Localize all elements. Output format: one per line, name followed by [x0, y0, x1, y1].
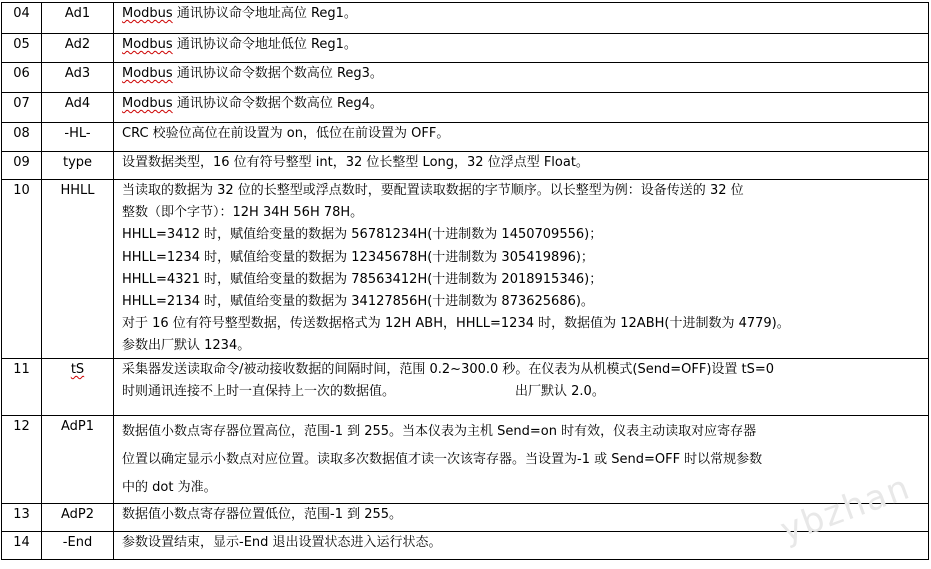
table-row: [2, 416, 929, 504]
row-number: 04: [2, 3, 42, 34]
row-number: 14: [2, 532, 42, 560]
description-line: [122, 381, 922, 403]
description-line: HHLL=1234 时，赋值给变量的数据为 12345678H(十进制数为 305419896)；: [122, 249, 594, 265]
description-line: HHLL=2134 时，赋值给变量的数据为 34127856H(十进制数为 873625686)。: [122, 294, 594, 310]
param-code: Ad3: [42, 63, 114, 93]
table-row: [2, 34, 929, 63]
row-number: 10: [2, 180, 42, 359]
table-row: [2, 180, 929, 359]
param-code: Ad4: [42, 93, 114, 123]
row-number: 11: [2, 359, 42, 416]
row-number: 08: [2, 123, 42, 152]
param-description: 参数设置结束，显示-End 退出设置状态进入运行状态。: [114, 532, 929, 560]
row-number: 12: [2, 416, 42, 504]
description-text: 通讯协议命令数据个数高位 Reg4。: [176, 96, 383, 111]
description-text: 通讯协议命令数据个数高位 Reg3。: [176, 66, 383, 81]
description-line: 整数（即个字节）：12H 34H 56H 78H。: [122, 205, 364, 221]
description-line: 中的 dot 为准。: [122, 480, 217, 495]
param-description: [114, 34, 929, 63]
spell-underlined-word: Modbus: [122, 6, 173, 21]
row-number: 07: [2, 93, 42, 123]
parameter-table: [1, 2, 929, 560]
param-description: 数据值小数点寄存器位置低位，范围-1 到 255。: [114, 504, 929, 532]
description-line: 对于 16 位有符号整型数据，传送数据格式为 12H ABH，HHLL=1234 时，数据值为 12ABH(十进制数为 4779)。: [122, 316, 790, 332]
param-code: -HL-: [42, 123, 114, 152]
table-row: [2, 93, 929, 123]
default-value-text: 出厂默认 2.0。: [515, 384, 605, 400]
row-number: 06: [2, 63, 42, 93]
row-number: 09: [2, 152, 42, 180]
description-text: 通讯协议命令地址低位 Reg1。: [176, 37, 357, 52]
param-description: [114, 3, 929, 34]
table-row: [2, 123, 929, 152]
table-row: [2, 63, 929, 93]
param-description: [114, 63, 929, 93]
description-line: 数据值小数点寄存器位置高位，范围-1 到 255。当本仪表为主机 Send=on 时有效，仪表主动读取对应寄存器: [122, 424, 757, 439]
param-description: [114, 359, 929, 416]
description-text: 时则通讯连接不上时一直保持上一次的数据值。: [122, 384, 396, 400]
description-line: HHLL=3412 时，赋值给变量的数据为 56781234H(十进制数为 1450709556)；: [122, 227, 603, 243]
description-text: 通讯协议命令地址高位 Reg1。: [176, 6, 357, 21]
spell-underlined-word: Modbus: [122, 37, 173, 52]
param-code: HHLL: [42, 180, 114, 359]
param-code: Ad1: [42, 3, 114, 34]
param-code: type: [42, 152, 114, 180]
watermark-logo: ybzhan: [774, 467, 916, 551]
row-number: 05: [2, 34, 42, 63]
param-description: [114, 93, 929, 123]
spell-underlined-word: Modbus: [122, 96, 173, 111]
param-description: [114, 180, 929, 359]
row-number: 13: [2, 504, 42, 532]
spell-underlined-word: Modbus: [122, 66, 173, 81]
param-code: AdP2: [42, 504, 114, 532]
description-line: 位置以确定显示小数点对应位置。读取多次数据值才读一次该寄存器。当设置为-1 或 Send=OFF 时以常规参数: [122, 452, 763, 467]
param-code: [42, 359, 114, 416]
table-row: [2, 3, 929, 34]
param-code: Ad2: [42, 34, 114, 63]
description-line: 参数出厂默认 1234。: [122, 338, 251, 354]
spell-underlined-word: tS: [70, 362, 85, 377]
param-description: CRC 校验位高位在前设置为 on，低位在前设置为 OFF。: [114, 123, 929, 152]
param-description: 设置数据类型，16 位有符号整型 int，32 位长整型 Long，32 位浮点型 Float。: [114, 152, 929, 180]
description-line: 采集器发送读取命令/被动接收数据的间隔时间，范围 0.2~300.0 秒。在仪表为从机模式(Send=OFF)设置 tS=0: [122, 362, 775, 377]
table-row: [2, 359, 929, 416]
param-description: [114, 416, 929, 504]
table-row: [2, 152, 929, 180]
description-line: 当读取的数据为 32 位的长整型或浮点数时，要配置读取数据的字节顺序。以长整型为例：设备传送的 32 位: [122, 183, 744, 198]
param-code: -End: [42, 532, 114, 560]
param-code: AdP1: [42, 416, 114, 504]
description-line: HHLL=4321 时，赋值给变量的数据为 78563412H(十进制数为 2018915346)；: [122, 271, 603, 287]
